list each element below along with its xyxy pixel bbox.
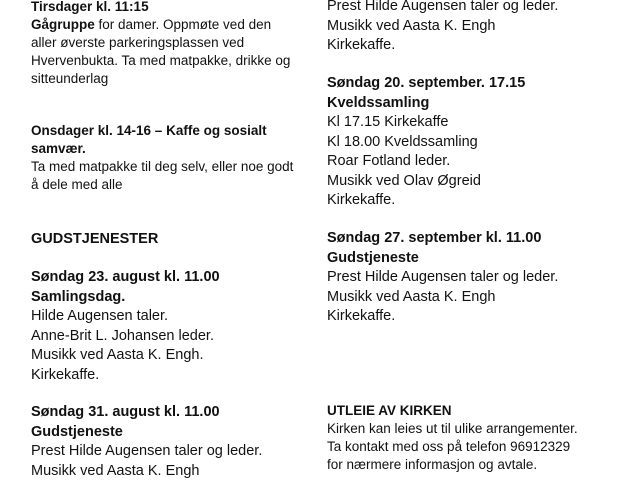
- event-line: Roar Fotland leder.: [327, 152, 627, 172]
- event-line: Prest Hilde Augensen taler og leder.: [31, 442, 311, 462]
- tuesday-text: [31, 16, 296, 88]
- event-date: Søndag 20. september. 17.15: [327, 74, 627, 94]
- section-heading-services: GUDSTJENESTER: [31, 230, 158, 250]
- event-line: Musikk ved Olav Øgreid: [327, 172, 627, 192]
- wednesday-block: [31, 122, 296, 194]
- wednesday-text: Ta med matpakke til deg selv, eller noe godt å dele med alle: [31, 158, 296, 194]
- event-line: Kl 17.15 Kirkekaffe: [327, 113, 627, 133]
- event-line: Kirkekaffe.: [327, 307, 627, 327]
- event-line: Musikk ved Aasta K. Engh: [327, 288, 627, 308]
- event-27-sep: [327, 229, 627, 327]
- event-continued: [327, 0, 627, 56]
- rental-block: [327, 402, 587, 474]
- event-20-sep: [327, 74, 627, 211]
- event-31-aug: [31, 403, 311, 481]
- rental-title: UTLEIE AV KIRKEN: [327, 402, 587, 420]
- event-line: Musikk ved Aasta K. Engh.: [31, 346, 301, 366]
- event-type: Kveldssamling: [327, 94, 627, 114]
- event-type: Samlingsdag.: [31, 288, 301, 308]
- tuesday-description: for damer. Oppmøte ved den aller øverste parkeringsplassen ved Hvervenbukta. Ta med matpakke, drikke og sitteunderlag: [31, 17, 290, 86]
- event-line: Prest Hilde Augensen taler og leder.: [327, 268, 627, 288]
- tuesday-block: [31, 0, 296, 88]
- rental-text: Kirken kan leies ut til ulike arrangementer. Ta kontakt med oss på telefon 96912329 for nærmere informasjon og avtale.: [327, 420, 587, 474]
- event-date: Søndag 27. september kl. 11.00: [327, 229, 627, 249]
- event-line: Musikk ved Aasta K. Engh: [31, 462, 311, 481]
- event-line: Kl 18.00 Kveldssamling: [327, 133, 627, 153]
- event-line: Prest Hilde Augensen taler og leder.: [327, 0, 627, 17]
- tuesday-activity: Gågruppe: [31, 17, 95, 32]
- event-line: Anne-Brit L. Johansen leder.: [31, 327, 301, 347]
- event-line: Kirkekaffe.: [327, 36, 627, 56]
- event-date: Søndag 31. august kl. 11.00: [31, 403, 311, 423]
- event-line: Musikk ved Aasta K. Engh: [327, 17, 627, 37]
- event-line: Kirkekaffe.: [327, 191, 627, 211]
- event-type: Gudstjeneste: [31, 423, 311, 443]
- event-line: Hilde Augensen taler.: [31, 307, 301, 327]
- event-23-aug: [31, 268, 301, 385]
- tuesday-title: Tirsdager kl. 11:15: [31, 0, 296, 16]
- event-line: Kirkekaffe.: [31, 366, 301, 386]
- wednesday-title: Onsdager kl. 14-16 – Kaffe og sosialt samvær.: [31, 122, 296, 158]
- event-date: Søndag 23. august kl. 11.00: [31, 268, 301, 288]
- event-type: Gudstjeneste: [327, 249, 627, 269]
